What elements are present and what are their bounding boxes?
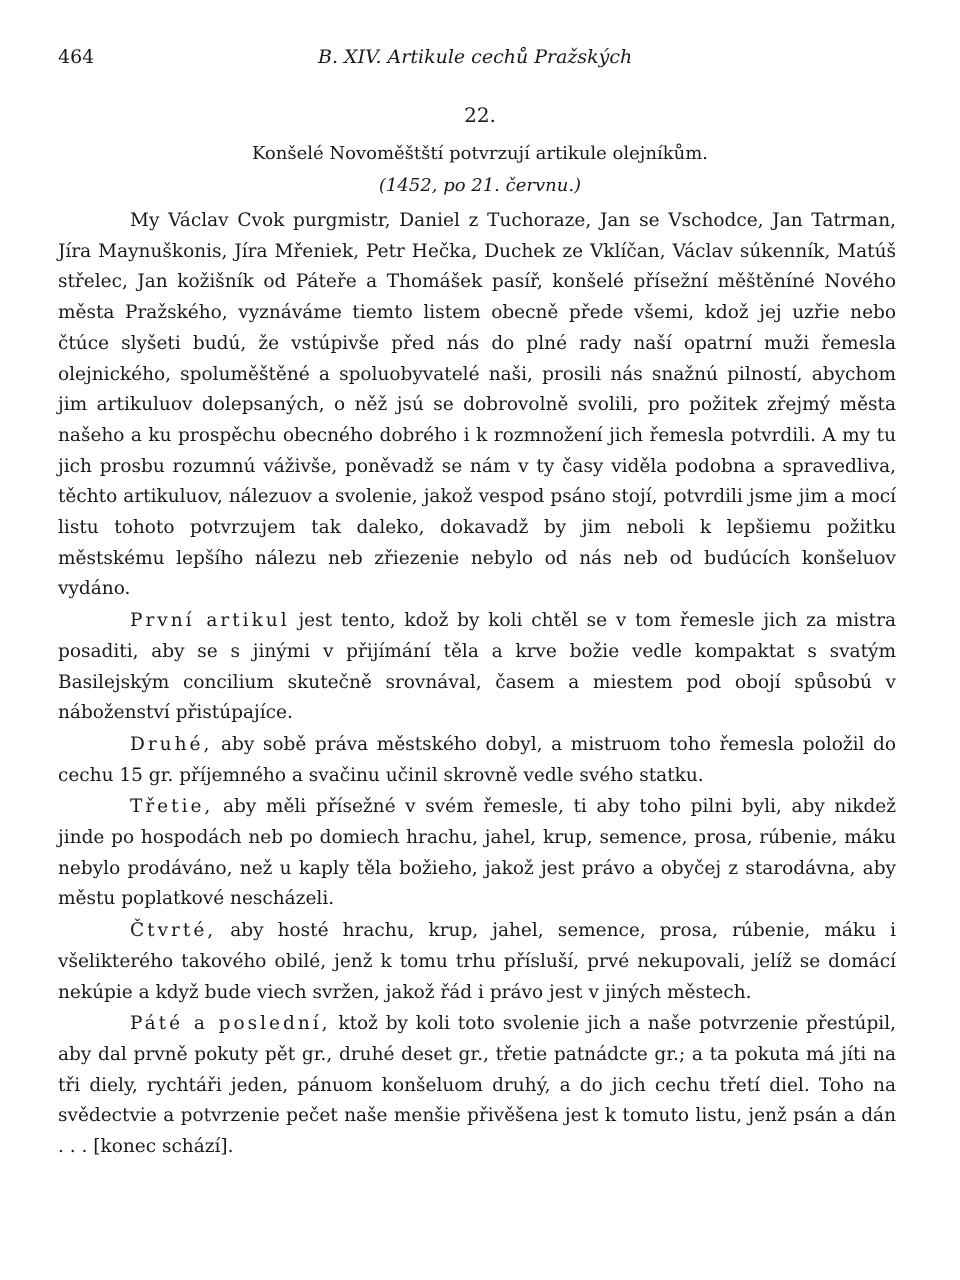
paragraph-lead: Třetie, [130, 796, 214, 818]
page-number: 464 [58, 46, 95, 68]
paragraph-text: aby sobě práva městského dobyl, a mistruom toho řemesla položil do cechu 15 gr. příjemného a svačinu učinil skrovně vedle svého statku. [58, 733, 896, 786]
paragraph-text: ktož by koli toto svolenie jich a naše potvrzenie přestúpil, aby dal prvně pokuty pět gr., druhé deset gr., třetie patnádcte gr.; a ta pokuta má jíti na tři diely, rychtáři jeden, pánuom konšeluom druhý, a do jich cechu třetí diel. Toho na svědectvie a potvrzenie pečet naše menšie přivěšena jest k tomuto listu, jenž psán a dán . . . [konec schází]. [58, 1013, 897, 1158]
paragraph-preamble [58, 206, 896, 605]
paragraph-lead: Čtvrté, [130, 920, 217, 942]
paragraph-lead: První artikul [130, 610, 290, 632]
paragraph-lead: Druhé, [130, 733, 213, 755]
paragraph-article-3 [58, 792, 896, 915]
running-header [58, 46, 896, 72]
paragraph-text: aby hosté hrachu, krup, jahel, semence, prosa, rúbenie, máku i všelikterého takového obilé, jenž k tomu trhu přísluší, prvé nekupovali, jelíž se domácí nekúpie a když bude viech svržen, jakož řád i právo jest v jiných městech. [58, 920, 896, 1003]
document-number: 22. [464, 103, 496, 127]
document-date: (1452, po 21. červnu.) [378, 175, 582, 196]
document-title: Konšelé Novoměštští potvrzují artikule olejníkům. [251, 143, 709, 164]
paragraph-text: My Václav Cvok purgmistr, Daniel z Tuchoraze, Jan se Vschodce, Jan Tatrman, Jíra Maynuškonis, Jíra Mřeniek, Petr Hečka, Duchek ze Vklíčan, Václav súkenník, Matúš střelec, Jan kožišník od Páteře a Thomášek pasíř, konšelé přísežní měštěníné Nového města Pražského, vyznáváme tiemto listem obecně přede všemi, kdož jej uzřie nebo čtúce slyšeti budú, že vstúpivše před nás do plné rady naší opatrní muži řemesla olejnického, spoluměštěné a spoluobyvatelé naši, prosili nás snažnú pilností, abychom jim artikuluov dolepsaných, o něž jsú se dobrovolně svolili, pro požitek zřejmý města našeho a ku prospěchu obecného dobrého i k rozmnožení jich řemesla potvrdili. A my tu jich prosbu rozumnú váživše, poněvadž se nám v ty časy viděla podobna a spravedliva, těchto artikuluov, nálezuov a svolenie, jakož vespod psáno stojí, potvrdili jsme jim a mocí listu tohoto potvrzujem tak daleko, dokavadž by jim neboli k lepšiemu požitku městskému lepšího nálezu neb zřiezenie nebylo od nás neb od budúcích konšeluov vydáno. [58, 210, 896, 600]
running-title: B. XIV. Artikule cechů Pražských [318, 46, 633, 68]
paragraph-text: jest tento, kdož by koli chtěl se v tom řemesle jich za mistra posaditi, aby se s jinými v přijímání těla a krve božie vedle kompaktat s svatým Basilejským concilium skutečně srovnával, časem a miestem pod obojí spůsobú v náboženství přistúpajíce. [58, 610, 896, 724]
paragraph-article-5 [58, 1009, 896, 1163]
paragraph-article-4 [58, 916, 896, 1008]
body-text [58, 206, 896, 1163]
paragraph-text: aby měli přísežné v svém řemesle, ti aby toho pilni byli, aby nikdež jinde po hospodách neb po domiech hrachu, jahel, krup, semence, prosa, rúbenie, máku nebylo prodáváno, než u kaply těla božieho, jakož jest právo a obyčej z starodávna, aby městu poplatkové nescházeli. [58, 796, 896, 910]
paragraph-article-1 [58, 606, 896, 729]
paragraph-lead: Páté a poslední, [130, 1013, 331, 1035]
paragraph-article-2 [58, 730, 896, 791]
